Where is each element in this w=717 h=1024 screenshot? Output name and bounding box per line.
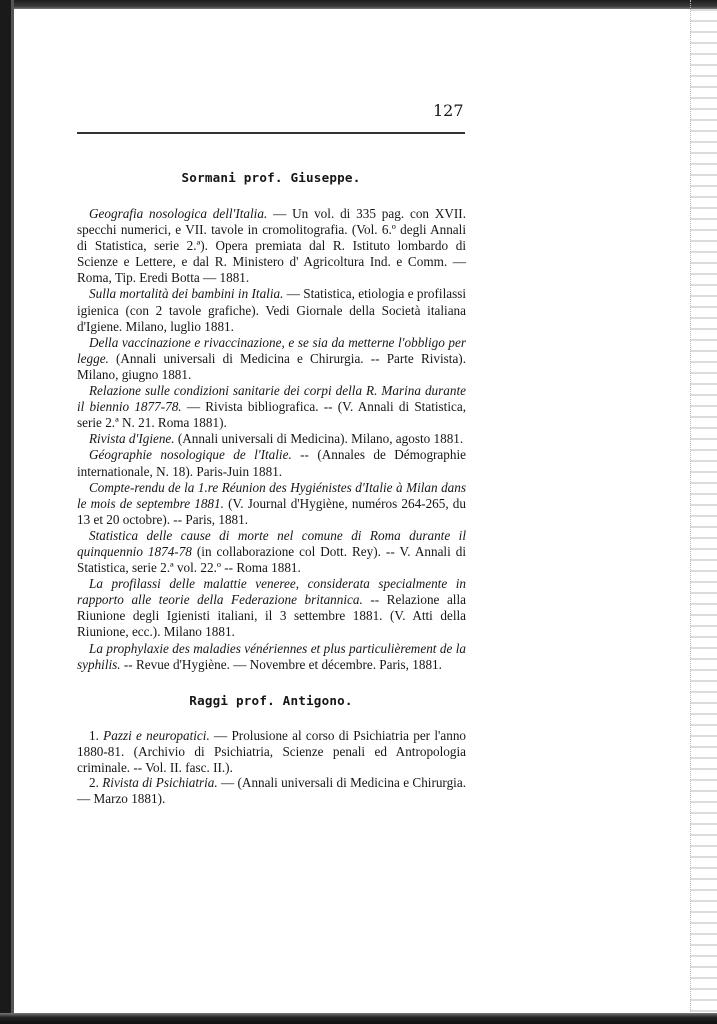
- entry-title: Compte-rendu de la 1.re Réunion des Hygiénistes d'Italie à Milan dans le mois de septembre 1881.: [77, 479, 466, 511]
- scan-edge-left: [0, 0, 11, 1024]
- entry-title: Sulla mortalità dei bambini in Italia.: [89, 286, 284, 302]
- bibliography-entry: [77, 447, 466, 479]
- entry-text: — Un vol. di 335 pag. con XVII. specchi numerici, e VII. tavole in cromolitografia. (Vol. 6.º degli Annali di Statistica, serie 2.ª). Opera premiata dal R. Istituto lombardo di Scienze e Lettere, e dal R. Ministero d' Agricoltura Ind. e Comm. — Roma, Tip. Eredi Botta — 1881.: [77, 206, 466, 286]
- entry-title: Rivista di Psichiatria.: [102, 775, 218, 791]
- entry-text: (V. Journal d'Hygiène, numéros 264-265, du 13 et 20 octobre). -- Paris, 1881.: [77, 495, 466, 527]
- bibliography-entry: [77, 480, 466, 528]
- entry-number: 2.: [89, 775, 99, 791]
- bibliography-entry: [77, 775, 466, 807]
- bibliography-entry: [77, 206, 466, 286]
- scan-edge-left-inner: [11, 0, 14, 1024]
- entry-title: La profilassi delle malattie veneree, considerata specialmente in rapporto alle teorie della Federazione britannica.: [77, 576, 466, 608]
- page-number: 127: [433, 101, 464, 120]
- section-1-entries: [77, 206, 466, 673]
- scan-edge-right: [690, 0, 717, 1024]
- entry-title: Relazione sulle condizioni sanitarie dei corpi della R. Marina durante il biennio 1877-78.: [77, 383, 466, 415]
- bibliography-entry: [77, 335, 466, 383]
- entry-text: (Annali universali di Medicina e Chirurgia. -- Parte Rivista). Milano, giugno 1881.: [77, 350, 466, 382]
- scan-edge-top: [0, 0, 717, 9]
- bibliography-entry: [77, 528, 466, 576]
- entry-text: — (Annali universali di Medicina e Chirurgia. — Marzo 1881).: [77, 775, 466, 807]
- entry-number: 1.: [89, 728, 99, 743]
- entry-title: Pazzi e neuropatici.: [103, 728, 210, 743]
- bibliography-entry: [77, 641, 466, 673]
- entry-text: — Statistica, etiologia e profilassi igienica (con 2 tavole grafiche). Vedi Giornale della Società italiana d'Igiene. Milano, luglio 1881.: [77, 286, 467, 334]
- entry-text: (in collaborazione col Dott. Rey). -- V. Annali di Statistica, serie 2.ª vol. 22.º -- Roma 1881.: [77, 543, 466, 576]
- bibliography-entry: [77, 728, 466, 775]
- entry-title: La prophylaxie des maladies vénériennes et plus particulièrement de la syphilis.: [77, 640, 466, 672]
- bibliography-entry: [77, 383, 466, 431]
- entry-title: Rivista d'Igiene.: [89, 431, 175, 447]
- section-2-author: Raggi prof. Antigono.: [189, 693, 353, 708]
- bibliography-entry: [77, 431, 466, 447]
- entry-title: Geografia nosologica dell'Italia.: [89, 206, 268, 221]
- entry-text: — Prolusione al corso di Psichiatria per l'anno 1880-81. (Archivio di Psichiatria, Scienze penali ed Antropologia criminale. -- Vol. II. fasc. II.).: [77, 728, 467, 775]
- entry-text: -- Relazione alla Riunione degli Igienisti italiani, il 3 settembre 1881. (V. Atti della Riunione, ecc.). Milano 1881.: [77, 592, 466, 640]
- section-1-author: Sormani prof. Giuseppe.: [181, 170, 361, 185]
- entry-text: -- (Annales de Démographie internationale, N. 18). Paris-Juin 1881.: [77, 447, 466, 479]
- section-2-entries: [77, 728, 466, 807]
- header-rule: [77, 132, 465, 134]
- entry-title: Géographie nosologique de l'Italie.: [89, 447, 292, 463]
- entry-title: Statistica delle cause di morte nel comune di Roma durante il quinquennio 1874-78: [77, 527, 466, 559]
- scan-edge-bottom: [0, 1013, 717, 1024]
- entry-text: -- Revue d'Hygiène. — Novembre et décembre. Paris, 1881.: [120, 656, 442, 672]
- entry-text: (Annali universali di Medicina). Milano, agosto 1881.: [174, 431, 464, 447]
- bibliography-entry: [77, 286, 466, 334]
- entry-text: — Rivista bibliografica. -- (V. Annali di Statistica, serie 2.ª N. 21. Roma 1881).: [77, 399, 466, 431]
- bibliography-entry: [77, 576, 466, 640]
- entry-title: Della vaccinazione e rivaccinazione, e se sia da metterne l'obbligo per legge.: [77, 334, 466, 366]
